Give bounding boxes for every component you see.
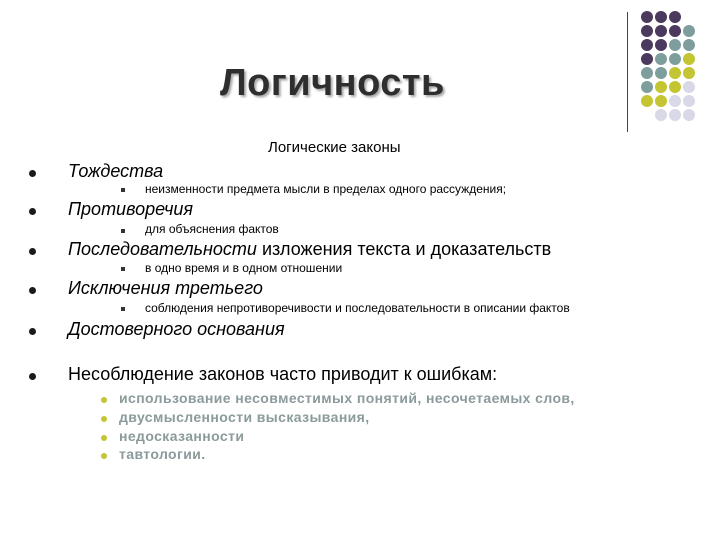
error-item: тавтологии. (119, 446, 206, 462)
dot (669, 67, 681, 79)
dot (655, 11, 667, 23)
divider-line (627, 12, 628, 132)
sub-bullet (121, 229, 125, 233)
bullet-dot (29, 328, 36, 335)
errors-intro: Несоблюдение законов часто приводит к ошибкам: (68, 364, 498, 384)
error-item: недосказанности (119, 428, 245, 444)
dot (683, 81, 695, 93)
error-bullet (101, 453, 107, 459)
bullet-dot (29, 208, 36, 215)
dot (683, 67, 695, 79)
dot (669, 39, 681, 51)
dot (655, 67, 667, 79)
dot (655, 81, 667, 93)
dot (641, 25, 653, 37)
dot (641, 67, 653, 79)
dot (641, 11, 653, 23)
bullet-dot (29, 248, 36, 255)
law-item: Исключения третьего (68, 278, 263, 298)
error-item: двусмысленности высказывания, (119, 409, 370, 425)
law-detail: неизменности предмета мысли в пределах одного рассуждения; (145, 182, 507, 196)
dot (683, 95, 695, 107)
error-bullet (101, 397, 107, 403)
dot (641, 95, 653, 107)
dot (669, 11, 681, 23)
dot (655, 53, 667, 65)
sub-bullet (121, 307, 125, 311)
law-detail: для объяснения фактов (145, 222, 279, 236)
law-item: Достоверного основания (68, 319, 285, 339)
dot (669, 25, 681, 37)
dot (641, 53, 653, 65)
law-detail: в одно время и в одном отношении (145, 261, 343, 275)
dot (655, 25, 667, 37)
bullet-dot (29, 373, 36, 380)
dot (655, 109, 667, 121)
dot (655, 95, 667, 107)
law-detail: соблюдения непротиворечивости и последовательности в описании фактов (145, 301, 570, 315)
dot (683, 53, 695, 65)
sub-bullet (121, 188, 125, 192)
dot (655, 39, 667, 51)
dot (669, 53, 681, 65)
dot (683, 39, 695, 51)
dot (641, 39, 653, 51)
sub-bullet (121, 267, 125, 271)
dot (669, 109, 681, 121)
dot (669, 81, 681, 93)
law-item (68, 239, 551, 260)
law-item-italic: Последовательности (68, 239, 257, 259)
dot (683, 25, 695, 37)
bullet-dot (29, 287, 36, 294)
subtitle: Логические законы (268, 139, 401, 156)
error-item: использование несовместимых понятий, несочетаемых слов, (119, 390, 575, 406)
dot (641, 81, 653, 93)
dot (669, 95, 681, 107)
dot (683, 109, 695, 121)
bullet-dot (29, 170, 36, 177)
error-bullet (101, 435, 107, 441)
error-bullet (101, 416, 107, 422)
law-item: Тождества (68, 161, 164, 181)
law-item-rest: изложения текста и доказательств (256, 239, 552, 259)
law-item: Противоречия (68, 199, 194, 219)
title: Логичность (220, 62, 445, 104)
